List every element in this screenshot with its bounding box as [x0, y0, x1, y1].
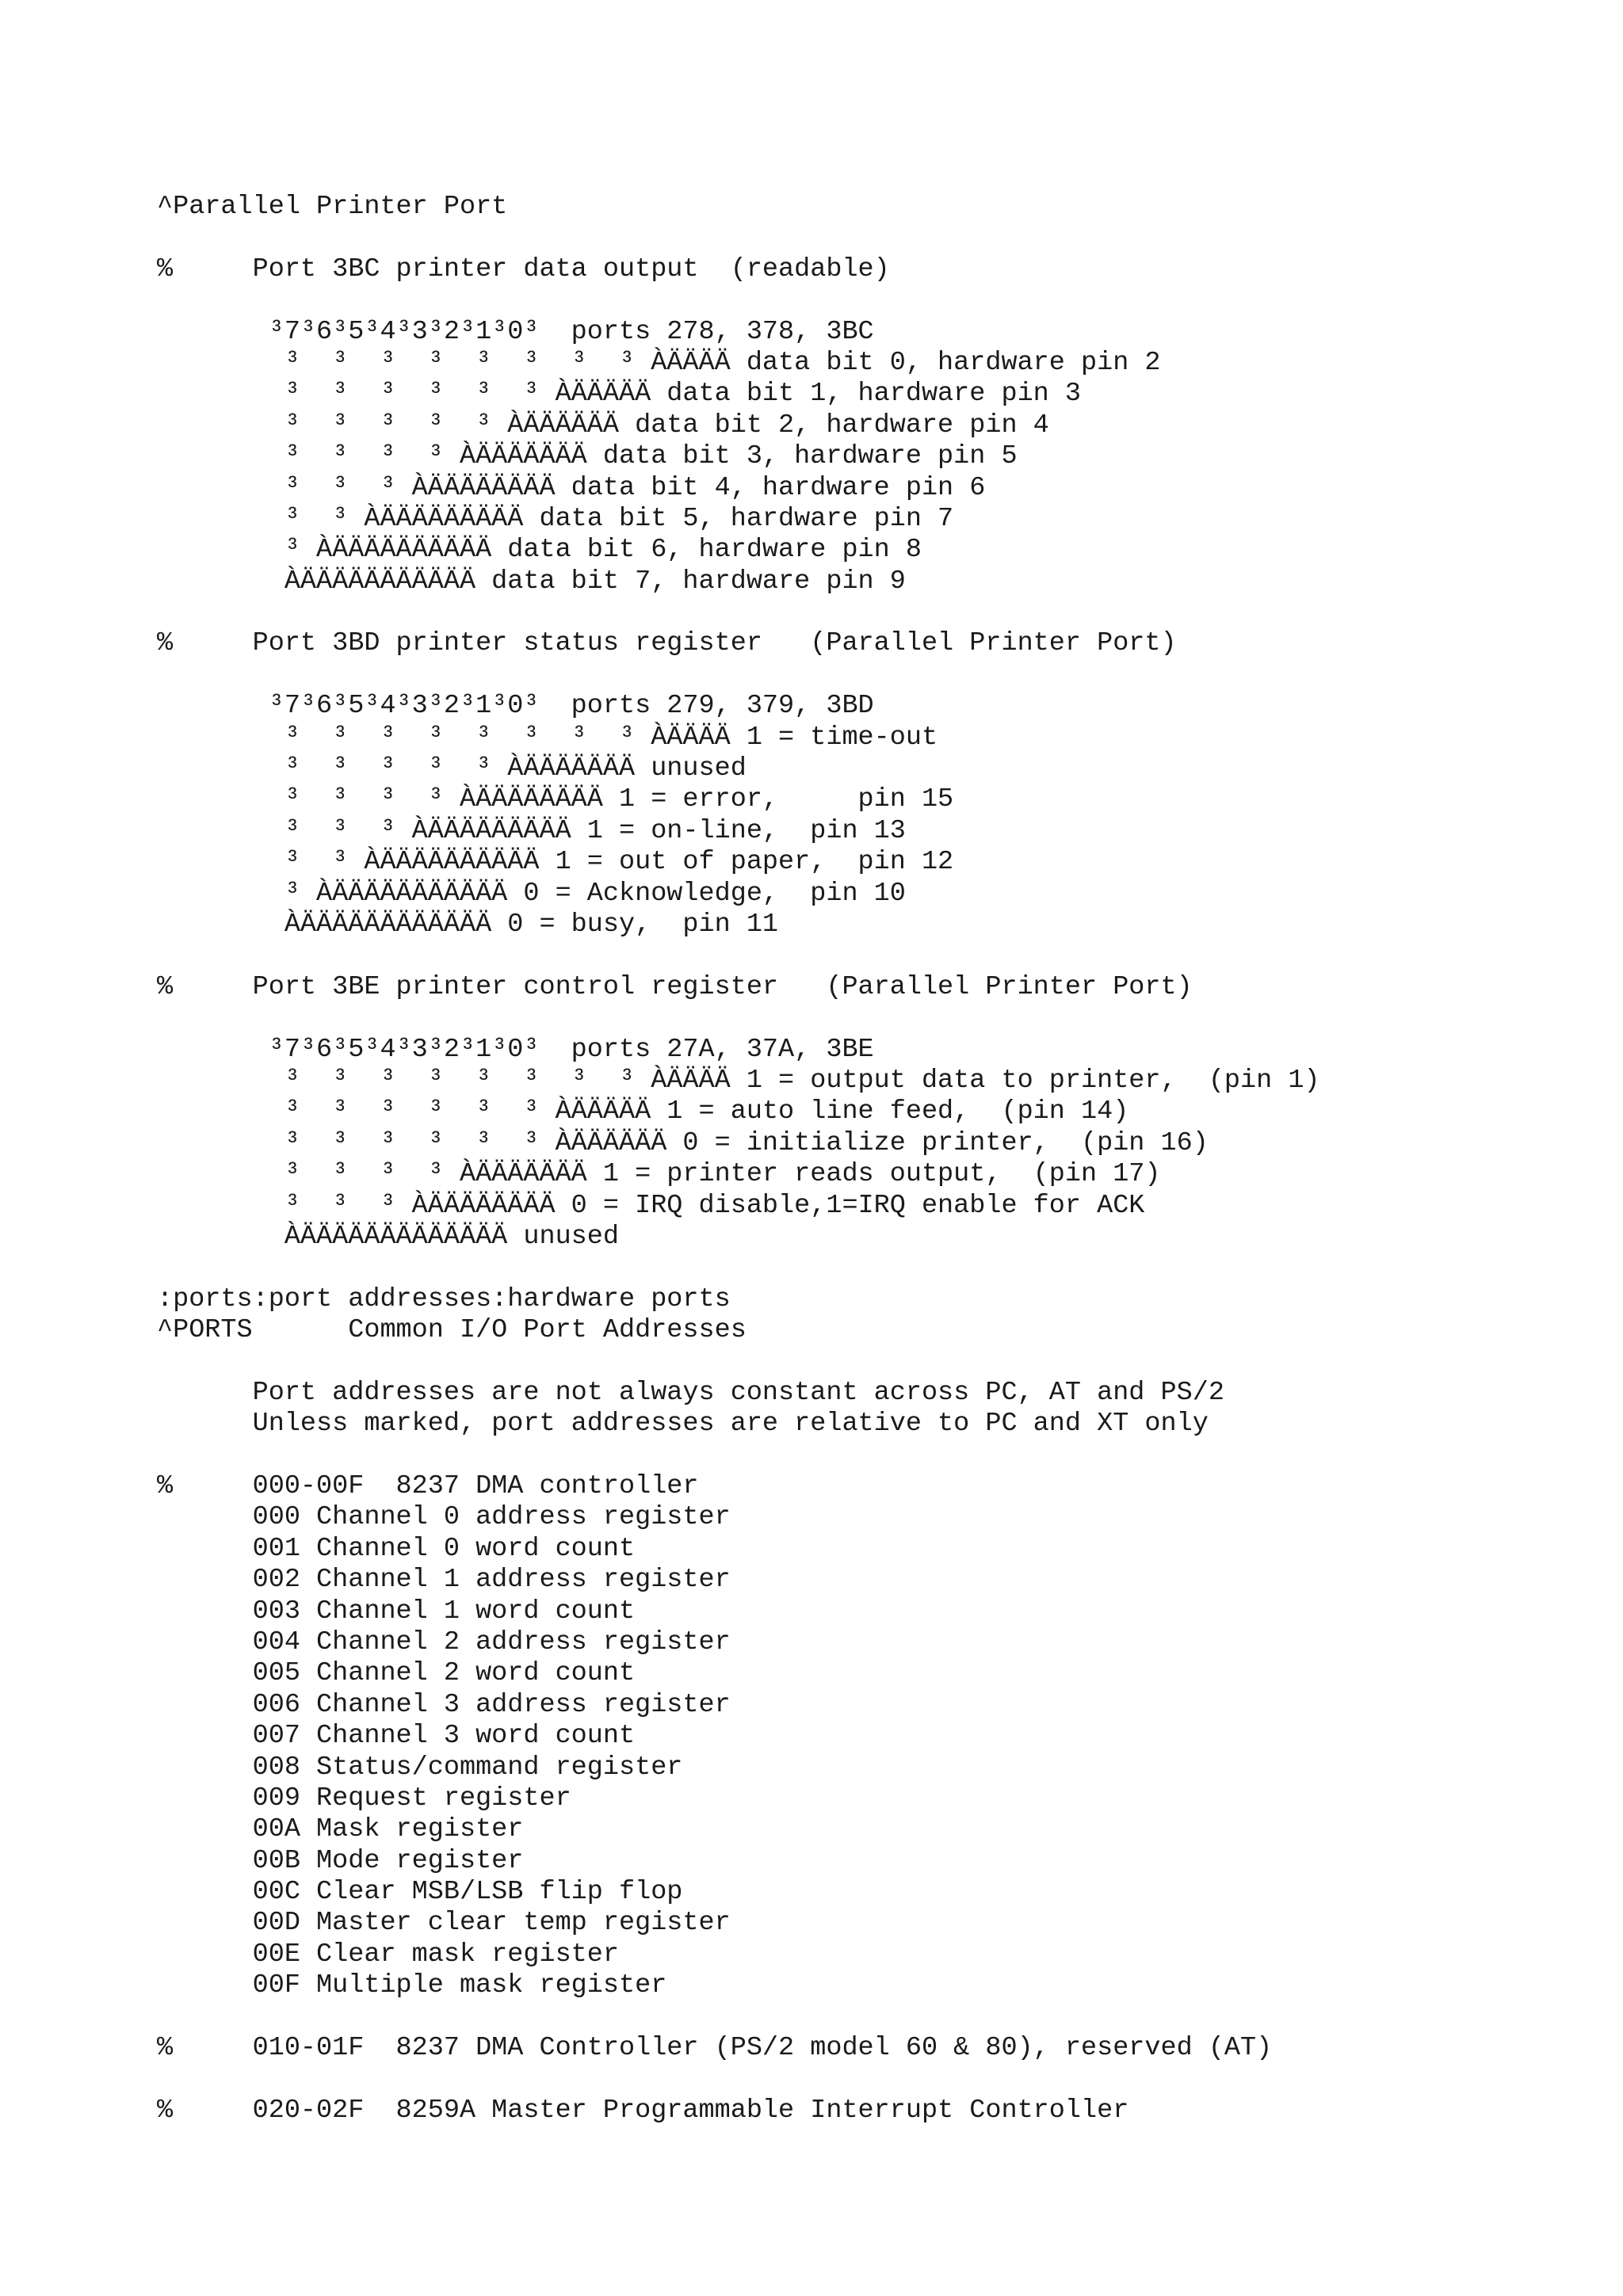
text-line: 00A Mask register [157, 1814, 524, 1845]
text-line: ³ ³ ³ ³ ³ ³ ÀÄÄÄÄÄ data bit 1, hardware pin 3 [157, 379, 1081, 410]
text-line: :ports:port addresses:hardware ports [157, 1283, 731, 1314]
text-line: ÀÄÄÄÄÄÄÄÄÄÄÄ data bit 7, hardware pin 9 [157, 566, 906, 597]
text-line [157, 2002, 1599, 2033]
text-line: % Port 3BD printer status register (Parallel Printer Port) [157, 628, 1177, 659]
text-line: % 020-02F 8259A Master Programmable Interrupt Controller [157, 2095, 1129, 2126]
text-line [157, 597, 1599, 628]
text-line [157, 660, 1599, 691]
text-line [157, 1253, 1599, 1283]
text-line: ³ ³ ³ ³ ³ ³ ³ ³ ÀÄÄÄÄ data bit 0, hardware pin 2 [157, 347, 1161, 378]
text-line: 00D Master clear temp register [157, 1908, 731, 1939]
text-line: Unless marked, port addresses are relative to PC and XT only [157, 1409, 1209, 1440]
text-line: 001 Channel 0 word count [157, 1533, 636, 1564]
text-line: ³ ÀÄÄÄÄÄÄÄÄÄÄÄ 0 = Acknowledge, pin 10 [157, 878, 906, 909]
text-line: 002 Channel 1 address register [157, 1565, 731, 1596]
text-line: 005 Channel 2 word count [157, 1658, 636, 1689]
text-line: 00B Mode register [157, 1845, 524, 1876]
text-line: ³ ³ ³ ³ ³ ÀÄÄÄÄÄÄÄ unused [157, 753, 747, 784]
text-line: ³ ³ ³ ÀÄÄÄÄÄÄÄÄÄ 1 = on-line, pin 13 [157, 815, 906, 846]
text-line: ³ ³ ³ ³ ³ ³ ÀÄÄÄÄÄ 1 = auto line feed, (pin 14) [157, 1097, 1129, 1127]
text-line: % Port 3BE printer control register (Parallel Printer Port) [157, 971, 1193, 1002]
text-line: 003 Channel 1 word count [157, 1596, 636, 1627]
text-line: ³ ³ ÀÄÄÄÄÄÄÄÄÄÄ 1 = out of paper, pin 12 [157, 847, 954, 878]
text-line: ³ ³ ³ ³ ÀÄÄÄÄÄÄÄÄ 1 = error, pin 15 [157, 784, 954, 815]
text-line: ³ ³ ³ ÀÄÄÄÄÄÄÄÄ data bit 4, hardware pin 6 [157, 472, 986, 503]
text-line: ÀÄÄÄÄÄÄÄÄÄÄÄÄ 0 = busy, pin 11 [157, 909, 779, 940]
text-line: 00E Clear mask register [157, 1939, 619, 1970]
text-line: % Port 3BC printer data output (readable) [157, 254, 890, 284]
text-line [157, 940, 1599, 971]
text-line [157, 1440, 1599, 1471]
text-line: 008 Status/command register [157, 1752, 683, 1783]
text-line: 009 Request register [157, 1783, 571, 1814]
text-line: ^Parallel Printer Port [157, 192, 508, 222]
text-line: ³ ³ ³ ÀÄÄÄÄÄÄÄÄ 0 = IRQ disable,1=IRQ enable for ACK [157, 1190, 1145, 1221]
text-line: 007 Channel 3 word count [157, 1721, 636, 1752]
document-text [157, 192, 1599, 2126]
text-line: ³ ³ ³ ³ ³ ³ ÀÄÄÄÄÄÄ 0 = initialize printer, (pin 16) [157, 1127, 1209, 1158]
text-line: % 000-00F 8237 DMA controller [157, 1471, 699, 1502]
text-line: 004 Channel 2 address register [157, 1627, 731, 1657]
text-line: 00C Clear MSB/LSB flip flop [157, 1877, 683, 1908]
text-line: 000 Channel 0 address register [157, 1502, 731, 1533]
text-line: ³ ³ ³ ³ ÀÄÄÄÄÄÄÄ 1 = printer reads output, (pin 17) [157, 1159, 1161, 1190]
text-line: ³ ³ ³ ³ ³ ³ ³ ³ ÀÄÄÄÄ 1 = time-out [157, 722, 938, 753]
text-line [157, 1003, 1599, 1034]
text-line: ³ ³ ³ ³ ÀÄÄÄÄÄÄÄ data bit 3, hardware pin 5 [157, 441, 1018, 472]
text-line: % 010-01F 8237 DMA Controller (PS/2 model 60 & 80), reserved (AT) [157, 2033, 1273, 2064]
text-line [157, 223, 1599, 254]
text-line: ³7³6³5³4³3³2³1³0³ ports 278, 378, 3BC [157, 316, 874, 347]
text-line: ³ ÀÄÄÄÄÄÄÄÄÄÄ data bit 6, hardware pin 8 [157, 535, 922, 566]
text-line: ÀÄÄÄÄÄÄÄÄÄÄÄÄÄ unused [157, 1221, 619, 1252]
text-line [157, 285, 1599, 316]
text-line: ³ ³ ³ ³ ³ ÀÄÄÄÄÄÄ data bit 2, hardware pin 4 [157, 410, 1049, 441]
text-line: ³7³6³5³4³3³2³1³0³ ports 27A, 37A, 3BE [157, 1034, 874, 1065]
text-line [157, 1346, 1599, 1377]
text-line: ³7³6³5³4³3³2³1³0³ ports 279, 379, 3BD [157, 691, 874, 722]
text-line [157, 2064, 1599, 2095]
text-line: 006 Channel 3 address register [157, 1689, 731, 1720]
text-line: ³ ³ ³ ³ ³ ³ ³ ³ ÀÄÄÄÄ 1 = output data to printer, (pin 1) [157, 1065, 1320, 1096]
text-line: ^PORTS Common I/O Port Addresses [157, 1315, 747, 1346]
text-line: 00F Multiple mask register [157, 1970, 667, 2001]
text-line: ³ ³ ÀÄÄÄÄÄÄÄÄÄ data bit 5, hardware pin 7 [157, 503, 954, 534]
text-line: Port addresses are not always constant across PC, AT and PS/2 [157, 1377, 1224, 1408]
